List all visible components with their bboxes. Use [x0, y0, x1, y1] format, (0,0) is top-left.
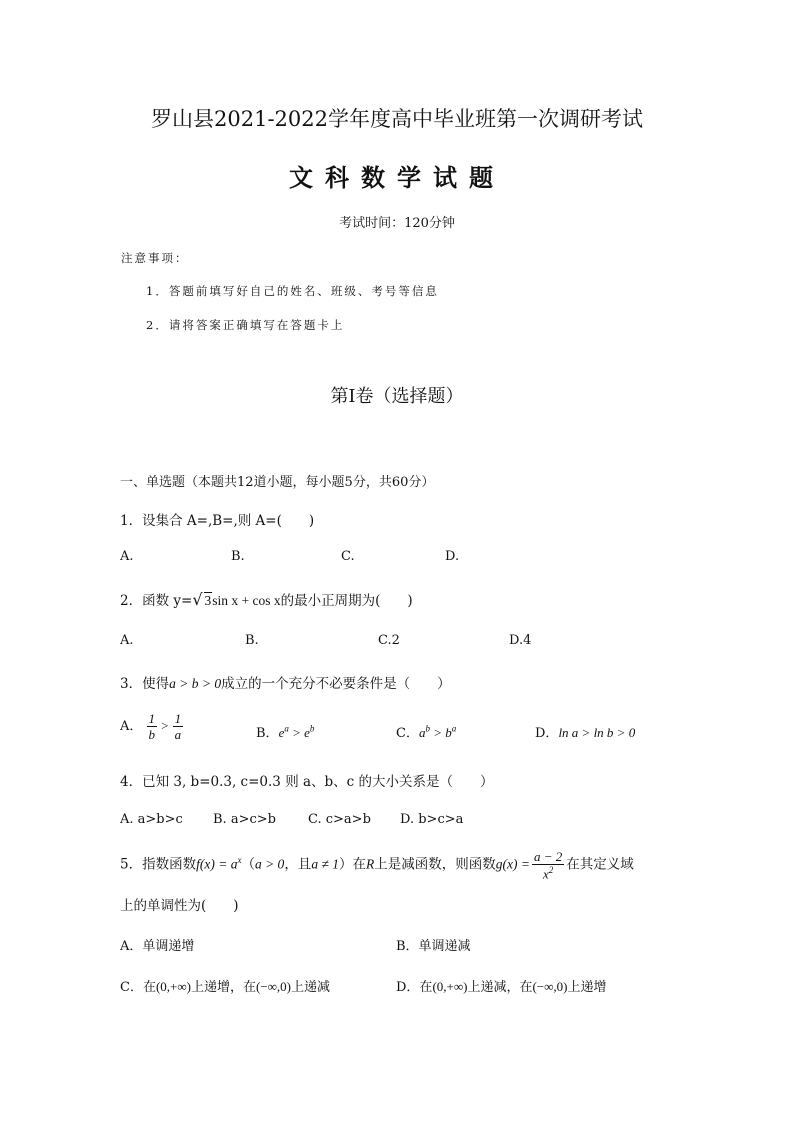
q1-option-a: A. — [120, 549, 134, 564]
question-5-line2: 上的单调性为( ) — [120, 898, 239, 914]
q3-suffix: 成立的一个充分不必要条件是（ ） — [221, 676, 451, 692]
interval: (−∞,0) — [255, 979, 291, 994]
paren: （ — [241, 856, 255, 873]
q3-option-b — [256, 722, 314, 741]
q2-prefix: 2．函数 y= — [120, 593, 193, 609]
fraction-numerator: a − 2 — [533, 849, 563, 864]
condition: a ≠ 1 — [311, 856, 339, 872]
q5-mid: 上是减函数，则函数 — [374, 856, 496, 873]
exam-title: 罗山县2021-2022学年度高中毕业班第一次调研考试 — [151, 107, 643, 131]
paper-subtitle: 文科数学试题 — [289, 163, 505, 192]
text: 上递增 — [567, 980, 607, 995]
q4-option-b: B. a>c>b — [213, 812, 276, 827]
notice-item: 1．答题前填写好自己的姓名、班级、考号等信息 — [146, 284, 439, 298]
expression: ln a > ln b > 0 — [558, 725, 636, 740]
question-1-stem: 1．设集合 A=,B=,则 A=( ) — [120, 513, 315, 529]
q2-option-a: A. — [120, 633, 134, 648]
part-heading: 一、单选题（本题共12道小题，每小题5分，共60分） — [120, 475, 435, 490]
set-R: R — [365, 856, 375, 872]
base: e — [278, 725, 285, 740]
question-5-stem — [120, 850, 634, 880]
q5-prefix: 5．指数函数 — [120, 856, 197, 873]
fraction-denominator — [532, 865, 564, 880]
q1-option-b: B. — [231, 549, 245, 564]
exponent: a — [284, 723, 289, 734]
question-3-stem — [120, 672, 451, 692]
q4-option-d: D. b>c>a — [400, 812, 464, 827]
fraction-numerator: 1 — [148, 711, 156, 726]
relation: > — [161, 718, 169, 733]
exponent: b — [425, 723, 430, 734]
section-title: 第I卷（选择题） — [330, 386, 464, 407]
q3-option-d-label: D． — [535, 726, 559, 741]
q2-radicand: 3 — [204, 593, 212, 608]
q5-function-g: g(x) = — [495, 856, 530, 872]
q5-option-a: A．单调递增 — [120, 939, 195, 954]
exponent: 2 — [548, 865, 554, 875]
exponent: b — [309, 723, 315, 734]
q3-option-b-label: B． — [256, 726, 279, 741]
q5-option-c — [120, 976, 330, 995]
q5-option-b: B．单调递减 — [396, 939, 471, 954]
notice-item: 2．请将答案正确填写在答题卡上 — [146, 318, 345, 332]
fraction-denominator: a — [174, 727, 182, 742]
fraction-numerator: 1 — [174, 711, 182, 726]
q1-option-d: D. — [445, 549, 460, 564]
q3-option-c — [396, 722, 456, 741]
q5-tail: 在其定义域 — [566, 856, 634, 873]
q3-option-a-label: A． — [120, 719, 143, 734]
sqrt-icon: √ — [192, 590, 203, 609]
denominator-base: x — [542, 866, 549, 882]
q3-prefix: 3．使得 — [120, 676, 170, 692]
q3-option-a — [120, 712, 183, 741]
text: 上递增，在 — [190, 980, 256, 995]
interval: (−∞,0) — [532, 979, 568, 994]
exam-time: 考试时间：120分钟 — [339, 216, 455, 231]
fraction — [173, 712, 184, 741]
q2-expr: sin x + cos x — [212, 593, 281, 608]
conjunction: ，且 — [284, 856, 312, 873]
q3-option-d — [535, 722, 635, 741]
text: 上递减 — [291, 980, 331, 995]
text: 上递减，在 — [467, 980, 533, 995]
q1-option-c: C. — [341, 549, 355, 564]
q2-suffix: 的最小正周期为( ) — [280, 593, 413, 609]
exponent: x — [237, 855, 242, 866]
interval: (0,+∞) — [155, 979, 191, 994]
question-2-stem — [120, 589, 413, 609]
exponent: a — [451, 723, 457, 734]
notice-heading: 注意事项： — [121, 251, 189, 265]
relation: > b — [429, 725, 452, 740]
fraction-denominator: b — [148, 727, 156, 742]
q2-option-b: B. — [245, 633, 259, 648]
q4-option-a: A. a>b>c — [120, 812, 183, 827]
q5-function-f: f(x) = a — [196, 856, 238, 872]
relation: > e — [288, 725, 310, 740]
q2-option-c: C.2 — [378, 633, 400, 648]
interval: (0,+∞) — [432, 979, 468, 994]
condition: a > 0 — [254, 856, 285, 872]
q3-condition: a > b > 0 — [169, 676, 222, 691]
paren: ）在 — [338, 856, 366, 873]
q2-option-d: D.4 — [509, 633, 532, 648]
text: D．在 — [396, 980, 433, 995]
question-4-stem: 4．已知 3, b=0.3, c=0.3 则 a、b、c 的大小关系是（ ） — [120, 774, 494, 790]
q3-option-c-label: C． — [396, 726, 419, 741]
q4-option-c: C. c>a>b — [308, 812, 371, 827]
base: a — [418, 725, 426, 740]
fraction — [532, 850, 564, 880]
text: C．在 — [120, 980, 156, 995]
fraction — [147, 712, 158, 741]
q5-option-d — [396, 976, 607, 995]
